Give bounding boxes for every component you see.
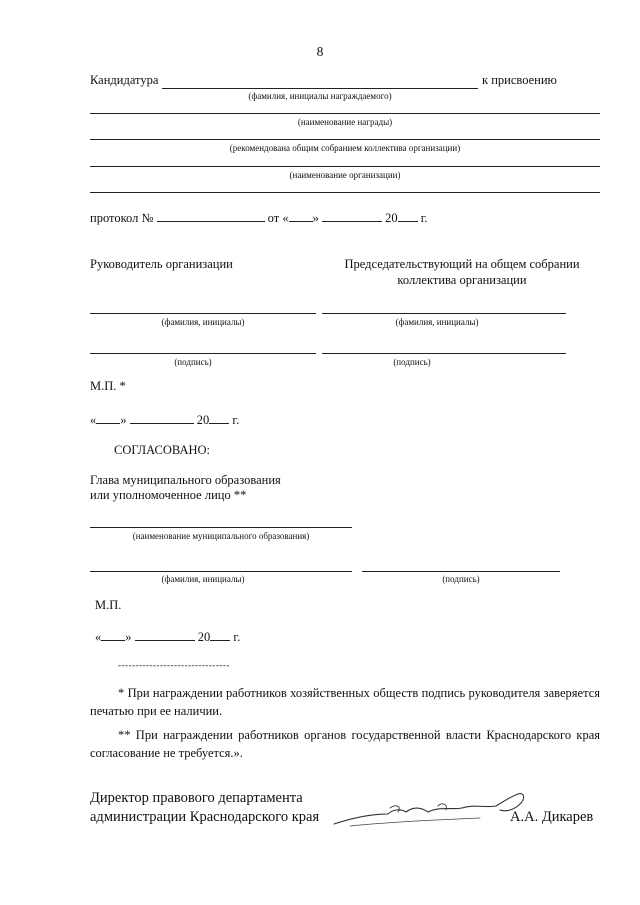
date2-month-field[interactable] [135,629,195,641]
award-line[interactable] [90,113,600,114]
date1-open: « [90,413,97,427]
date2-close: » [125,630,132,644]
page-number: 8 [316,44,324,59]
date-row-2 [95,629,240,645]
head-right-fio-line[interactable] [322,313,566,314]
hint-recommended: (рекомендована общим собранием коллектива организации) [229,143,461,153]
date1-month-field[interactable] [130,412,194,424]
head-left-title: Руководитель организации [90,257,233,271]
municipality-line[interactable] [90,527,352,528]
head-right-title-2: коллектива организации [397,273,527,287]
signatory-title-1: Директор правового департамента [90,790,303,806]
stamp-mark-1: М.П. * [90,379,126,393]
organization-line-2[interactable] [90,192,600,193]
head-right-title-1: Председательствующий на общем собрании [344,257,580,271]
protocol-number-field[interactable] [157,210,265,222]
hint-agreed-fio: (фамилия, инициалы) [161,574,245,584]
date2-open: « [95,630,102,644]
signatory-name: А.А. Дикарев [510,809,594,825]
hint-candidate-name: (фамилия, инициалы награждаемого) [248,91,392,101]
protocol-year-field[interactable] [398,210,418,222]
date1-year: 20 [196,413,210,427]
agreed-sign-line[interactable] [362,571,560,572]
protocol-close-quote: » [312,211,319,225]
protocol-year-prefix: 20 [385,211,398,225]
protocol-from: от « [267,211,289,225]
date2-year: 20 [197,630,211,644]
head-left-fio-line[interactable] [90,313,316,314]
candidate-name-line[interactable] [162,88,478,89]
footnote-one: * При награждении работников хозяйственных обществ подпись руководителя заверяется печатью при ее наличии. [90,686,600,718]
agreed-title: СОГЛАСОВАНО: [114,443,211,457]
hint-award: (наименование награды) [297,117,393,127]
hint-municipality: (наименование муниципального образования) [132,531,310,541]
protocol-month-field[interactable] [322,210,382,222]
protocol-row [90,210,428,226]
handwritten-signature [330,784,540,834]
date2-day-field[interactable] [101,629,125,641]
date1-day-field[interactable] [96,412,120,424]
footnote-two: ** При награждении работников органов государственной власти Краснодарского края согласование не требуется.». [90,728,600,760]
candidate-suffix: к присвоению [482,73,557,87]
stamp-mark-2: М.П. [95,598,122,612]
protocol-label: протокол № [90,211,154,225]
signatory-title-2: администрации Краснодарского края [90,809,320,825]
protocol-day-field[interactable] [289,210,313,222]
hint-agreed-sign: (подпись) [442,574,480,584]
agreed-fio-line[interactable] [90,571,352,572]
footnote-separator: -------------------------------- [118,660,230,670]
date1-close: » [120,413,127,427]
date1-year-field[interactable] [209,412,229,424]
date1-suffix: г. [232,413,240,427]
agreed-line-1: Глава муниципального образования [90,473,281,487]
date2-year-field[interactable] [210,629,230,641]
recommended-line[interactable] [90,139,600,140]
head-right-sign-line[interactable] [322,353,566,354]
candidate-label: Кандидатура [90,73,159,87]
hint-head-right-sign: (подпись) [393,357,431,367]
hint-head-right-fio: (фамилия, инициалы) [395,317,479,327]
hint-head-left-fio: (фамилия, инициалы) [161,317,245,327]
date-row-1 [90,412,239,428]
hint-head-left-sign: (подпись) [174,357,212,367]
date2-suffix: г. [233,630,241,644]
head-left-sign-line[interactable] [90,353,316,354]
protocol-year-suffix: г. [420,211,428,225]
hint-organization: (наименование организации) [289,170,401,180]
organization-line[interactable] [90,166,600,167]
agreed-line-2: или уполномоченное лицо ** [90,488,247,502]
